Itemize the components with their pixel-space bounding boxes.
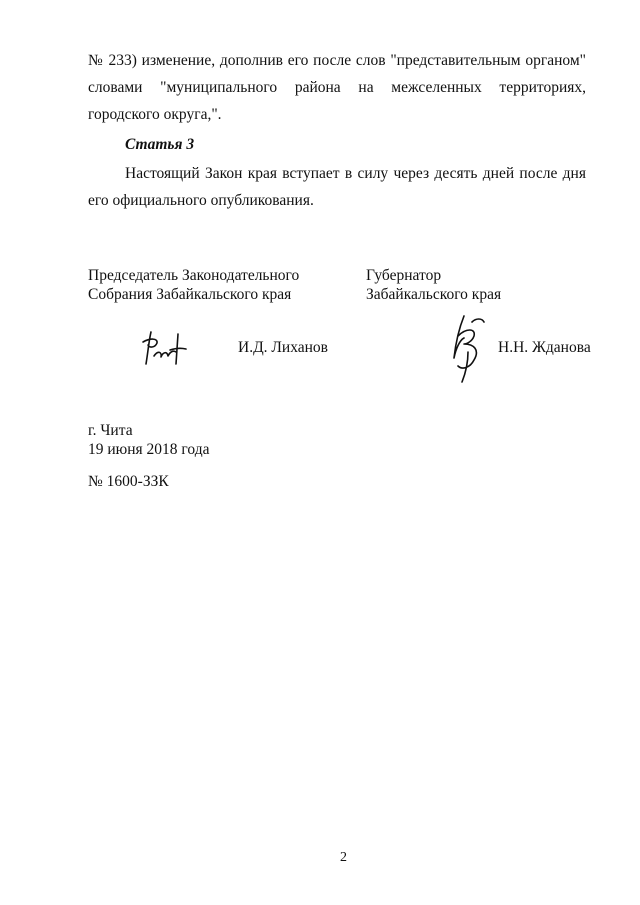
law-number: № 1600-ЗЗК — [88, 473, 169, 490]
date: 19 июня 2018 года — [88, 441, 210, 458]
page-number: 2 — [340, 850, 347, 865]
signatory-left-name: И.Д. Лиханов — [238, 339, 328, 356]
signatory-left-title-line-1: Председатель Законодательного — [88, 267, 300, 284]
city: г. Чита — [88, 422, 133, 439]
signatory-left-title — [88, 266, 299, 304]
paragraph-effective-date: Настоящий Закон края вступает в силу через десять дней после дня его официального опубликования. — [88, 165, 586, 209]
signatory-right-title — [366, 266, 501, 304]
handwritten-signature-right — [448, 312, 492, 384]
article-heading: Статья 3 — [125, 136, 195, 153]
paragraph-amendment: № 233) изменение, дополнив его после слов "представительным органом" словами "муниципального района на межселенных территориях, городского округа,". — [88, 52, 586, 123]
signatory-right-title-line-1: Губернатор — [366, 267, 442, 284]
handwritten-signature-left — [140, 328, 190, 368]
place-and-date — [88, 421, 209, 459]
signatory-right-name: Н.Н. Жданова — [498, 339, 591, 356]
signatory-left-title-line-2: Собрания Забайкальского края — [88, 286, 292, 303]
signatory-right-title-line-2: Забайкальского края — [366, 286, 502, 303]
